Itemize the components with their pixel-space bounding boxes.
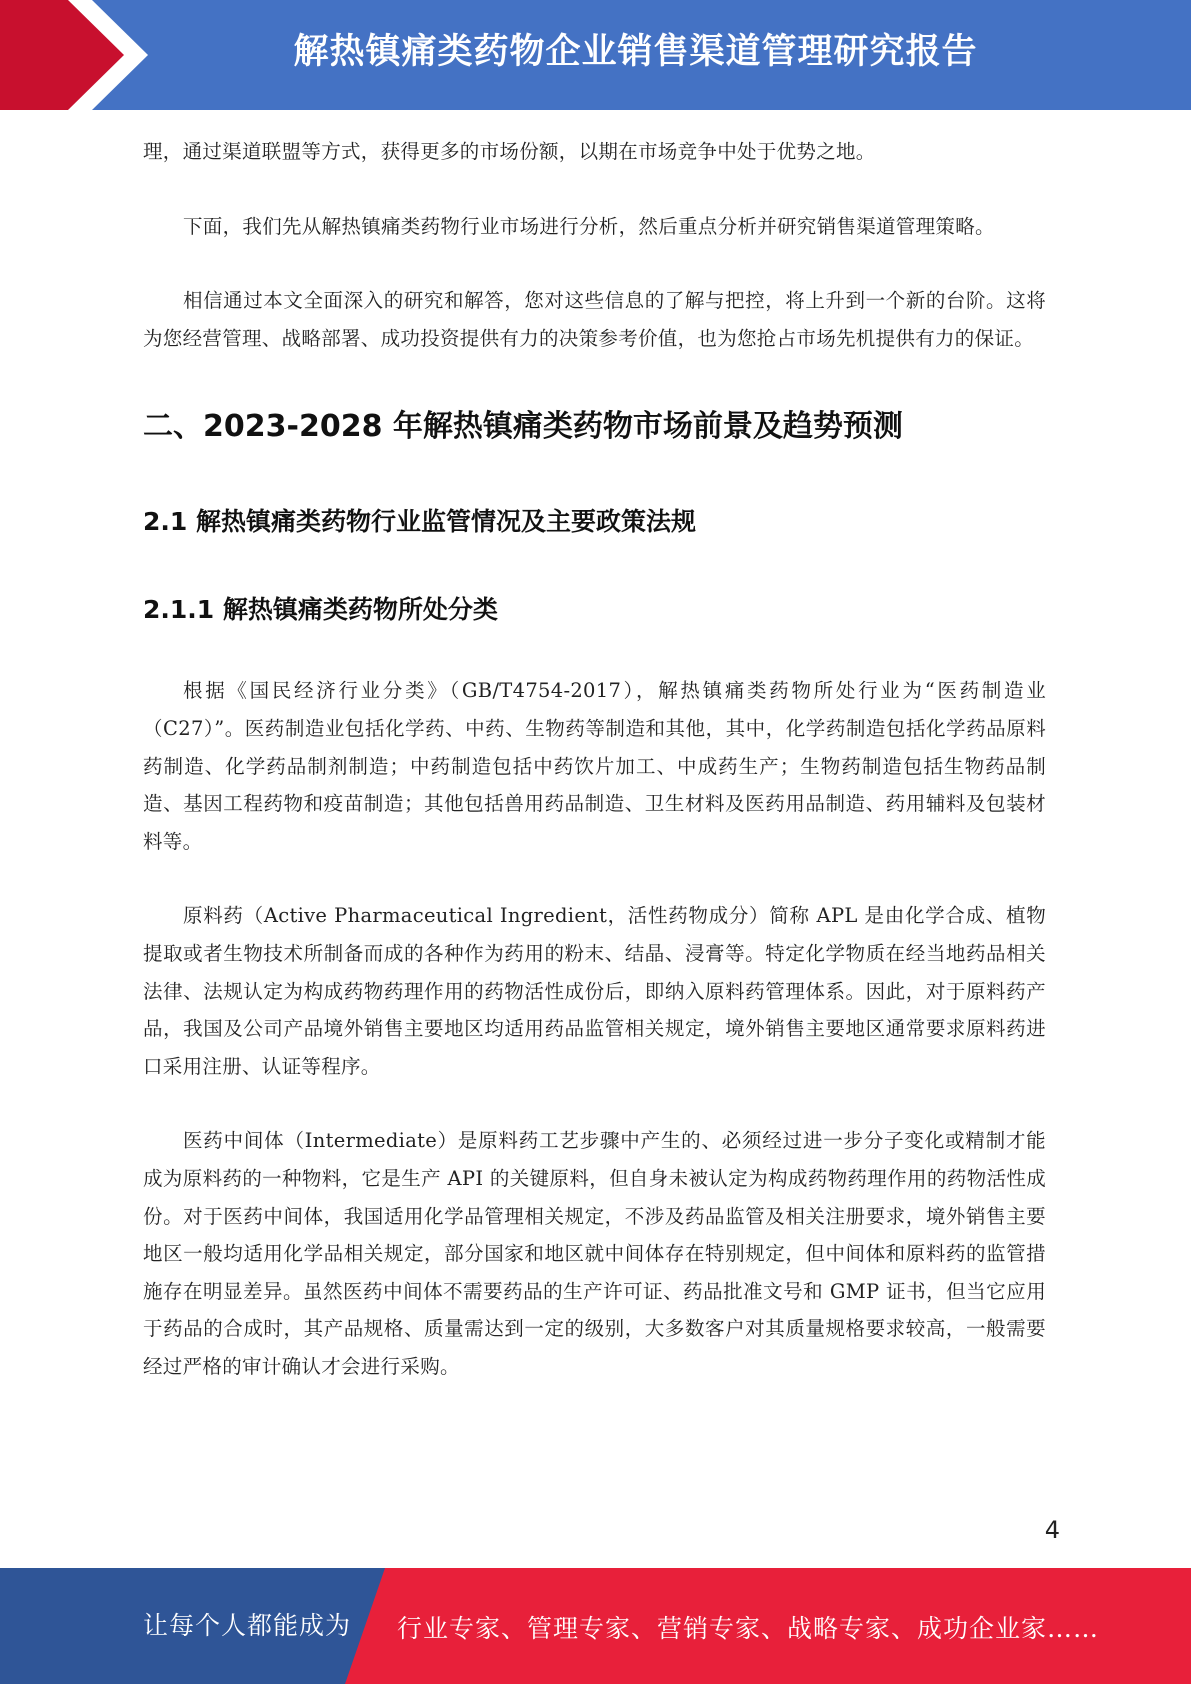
paragraph-classification: 根据《国民经济行业分类》（GB/T4754-2017），解热镇痛类药物所处行业为“医药制造业（C27）”。医药制造业包括化学药、中药、生物药等制造和其他，其中，化学药制造包括化学药品原料药制造、化学药品制剂制造；中药制造包括中药饮片加工、中成药生产；生物药制造包括生物药品制造、基因工程药物和疫苗制造；其他包括兽用药品制造、卫生材料及医药用品制造、药用辅料及包装材料等。 [143, 679, 1046, 853]
paragraph-intro: 下面，我们先从解热镇痛类药物行业市场进行分析，然后重点分析并研究销售渠道管理策略。 [183, 214, 995, 238]
paragraph-api: 原料药（Active Pharmaceutical Ingredient，活性药物成分）简称 APL 是由化学合成、植物提取或者生物技术所制备而成的各种作为药用的粉末、结晶、浸膏等。特定化学物质在经当地药品相关法律、法规认定为构成药物药理作用的药物活性成份后，即纳入原料药管理体系。因此，对于原料药产品，我国及公司产品境外销售主要地区均适用药品监管相关规定，境外销售主要地区通常要求原料药进口采用注册、认证等程序。 [143, 904, 1046, 1078]
subsubsection-heading: 2.1.1 解热镇痛类药物所处分类 [143, 595, 498, 625]
chevron-arrow-icon [0, 0, 160, 110]
footer-band [0, 1568, 1191, 1684]
paragraph-continuation: 理，通过渠道联盟等方式，获得更多的市场份额，以期在市场竞争中处于优势之地。 [143, 140, 876, 163]
subsection-heading: 2.1 解热镇痛类药物行业监管情况及主要政策法规 [143, 507, 696, 537]
report-title: 解热镇痛类药物企业销售渠道管理研究报告 [293, 32, 978, 72]
main-content [143, 133, 1046, 1422]
paragraph-intermediate: 医药中间体（Intermediate）是原料药工艺步骤中产生的、必须经过进一步分子变化或精制才能成为原料药的一种物料，它是生产 API 的关键原料，但自身未被认定为构成药物药理作用的药物活性成份。对于医药中间体，我国适用化学品管理相关规定，不涉及药品监管及相关注册要求，境外销售主要地区一般均适用化学品相关规定，部分国家和地区就中间体存在特别规定，但中间体和原料药的监管措施存在明显差异。虽然医药中间体不需要药品的生产许可证、药品批准文号和 GMP 证书，但当它应用于药品的合成时，其产品规格、质量需达到一定的级别，大多数客户对其质量规格要求较高，一般需要经过严格的审计确认才会进行采购。 [143, 1129, 1046, 1378]
paragraph-value: 相信通过本文全面深入的研究和解答，您对这些信息的了解与把控，将上升到一个新的台阶。这将为您经营管理、战略部署、成功投资提供有力的决策参考价值，也为您抢占市场先机提供有力的保证。 [143, 289, 1046, 350]
header-band [0, 0, 1191, 110]
page-number: 4 [1044, 1516, 1060, 1544]
footer-slogan-right: 行业专家、管理专家、营销专家、战略专家、成功企业家…… [397, 1614, 1100, 1643]
footer-slogan-left: 让每个人都能成为 [143, 1611, 352, 1640]
section-heading: 二、2023-2028 年解热镇痛类药物市场前景及趋势预测 [143, 409, 903, 445]
